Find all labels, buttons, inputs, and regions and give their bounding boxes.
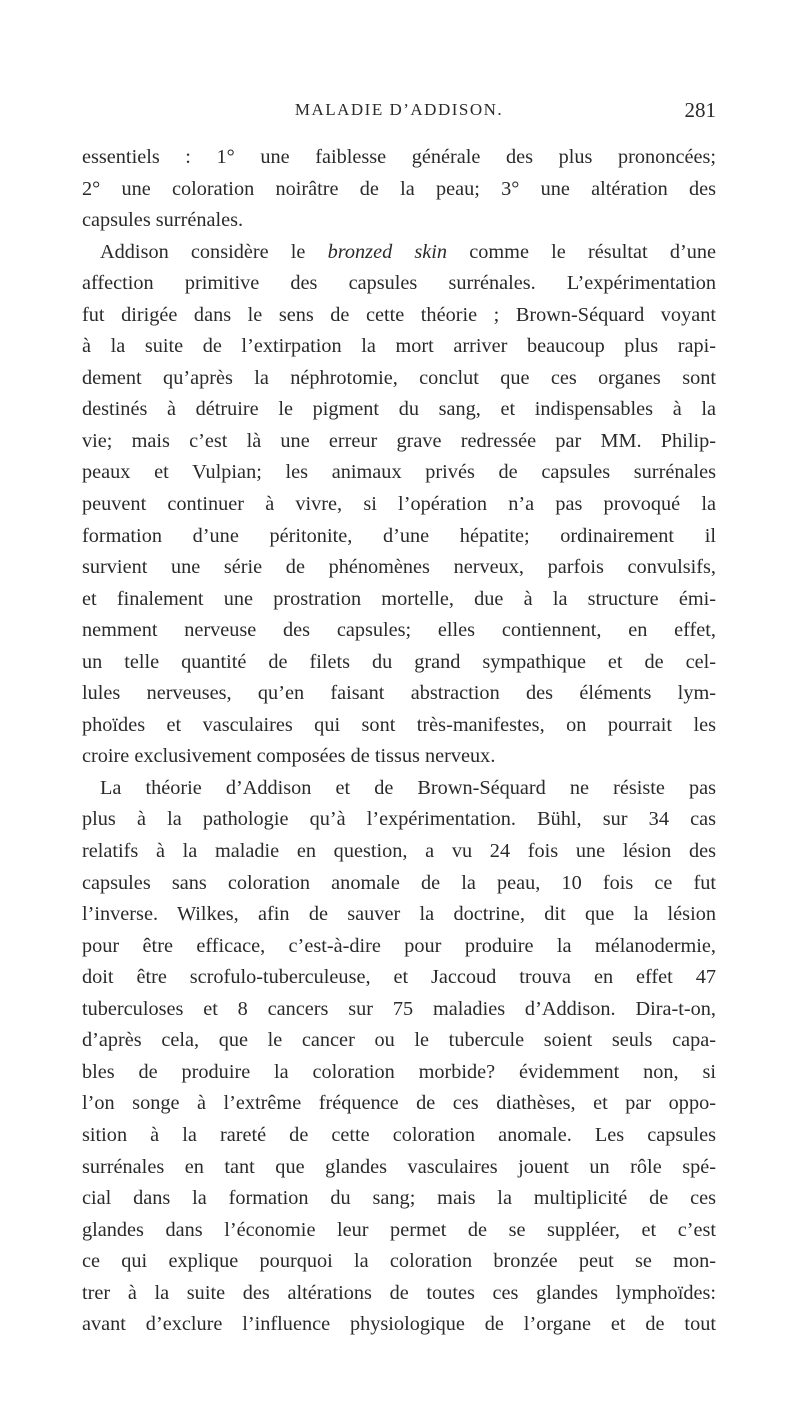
- page-header: [82, 100, 716, 130]
- text-line: croire exclusivement composées de tissus nerveux.: [82, 745, 496, 768]
- text-line: tuberculoses et 8 cancers sur 75 maladies d’Addison. Dira-t-on,: [82, 997, 716, 1020]
- page-number: 281: [684, 98, 716, 122]
- text-line: pour être efficace, c’est-à-dire pour produire la mélanodermie,: [82, 934, 716, 957]
- text-line: glandes dans l’économie leur permet de se suppléer, et c’est: [82, 1218, 716, 1241]
- text-line: bles de produire la coloration morbide? évidemment non, si: [82, 1060, 716, 1083]
- text-line: doit être scrofulo-tuberculeuse, et Jaccoud trouva en effet 47: [82, 966, 716, 989]
- text-line: un telle quantité de filets du grand sympathique et de cel-: [82, 650, 716, 673]
- text-line: essentiels : 1° une faiblesse générale des plus prononcées;: [82, 146, 716, 168]
- text-line: 2° une coloration noirâtre de la peau; 3° une altération des: [82, 177, 716, 200]
- text-line: nemment nerveuse des capsules; elles contiennent, en effet,: [82, 619, 716, 642]
- text-line: et finalement une prostration mortelle, due à la structure émi-: [82, 587, 716, 610]
- text-line: capsules surrénales.: [82, 209, 244, 232]
- text-line: l’inverse. Wilkes, afin de sauver la doctrine, dit que la lésion: [82, 903, 716, 926]
- italic-term: bronzed skin: [327, 240, 448, 263]
- text-line: relatifs à la maladie en question, a vu 24 fois une lésion des: [82, 840, 716, 863]
- text-line: survient une série de phénomènes nerveux, parfois convulsifs,: [82, 556, 716, 579]
- text-line: destinés à détruire le pigment du sang, et indispensables à la: [82, 398, 716, 421]
- text-line-start: Addison considère le: [100, 240, 328, 263]
- text-line: avant d’exclure l’influence physiologique de l’organe et de tout: [82, 1313, 716, 1336]
- text-line: ce qui explique pourquoi la coloration bronzée peut se mon-: [82, 1250, 716, 1273]
- text-line: phoïdes et vasculaires qui sont très-manifestes, on pourrait les: [82, 713, 716, 736]
- text-line: La théorie d’Addison et de Brown-Séquard ne résiste pas: [100, 776, 716, 799]
- text-line: cial dans la formation du sang; mais la multiplicité de ces: [82, 1187, 716, 1210]
- text-line: [82, 237, 716, 269]
- text-line: dement qu’après la néphrotomie, conclut que ces organes sont: [82, 366, 716, 389]
- body-text: [82, 142, 716, 1341]
- text-line: formation d’une péritonite, d’une hépatite; ordinairement il: [82, 524, 716, 547]
- running-title: MALADIE D’ADDISON.: [294, 100, 504, 119]
- text-line: fut dirigée dans le sens de cette théorie ; Brown-Séquard voyant: [82, 303, 716, 326]
- text-line: lules nerveuses, qu’en faisant abstraction des éléments lym-: [82, 682, 716, 705]
- text-line: trer à la suite des altérations de toutes ces glandes lymphoïdes:: [82, 1281, 716, 1304]
- text-line: affection primitive des capsules surrénales. L’expérimentation: [82, 272, 716, 295]
- text-line: à la suite de l’extirpation la mort arriver beaucoup plus rapi-: [82, 335, 716, 358]
- text-line: peuvent continuer à vivre, si l’opération n’a pas provoqué la: [82, 493, 716, 516]
- text-line: d’après cela, que le cancer ou le tubercule soient seuls capa-: [82, 1029, 716, 1052]
- text-line: l’on songe à l’extrême fréquence de ces diathèses, et par oppo-: [82, 1092, 716, 1115]
- text-line: sition à la rareté de cette coloration anomale. Les capsules: [82, 1123, 716, 1146]
- text-line: plus à la pathologie qu’à l’expérimentation. Bühl, sur 34 cas: [82, 808, 716, 831]
- text-line: surrénales en tant que glandes vasculaires jouent un rôle spé-: [82, 1155, 716, 1178]
- text-line-end: comme le résultat d’une: [447, 240, 716, 263]
- text-line: vie; mais c’est là une erreur grave redressée par MM. Philip-: [82, 429, 716, 452]
- text-line: capsules sans coloration anomale de la peau, 10 fois ce fut: [82, 871, 716, 894]
- text-line: peaux et Vulpian; les animaux privés de capsules surrénales: [82, 461, 716, 484]
